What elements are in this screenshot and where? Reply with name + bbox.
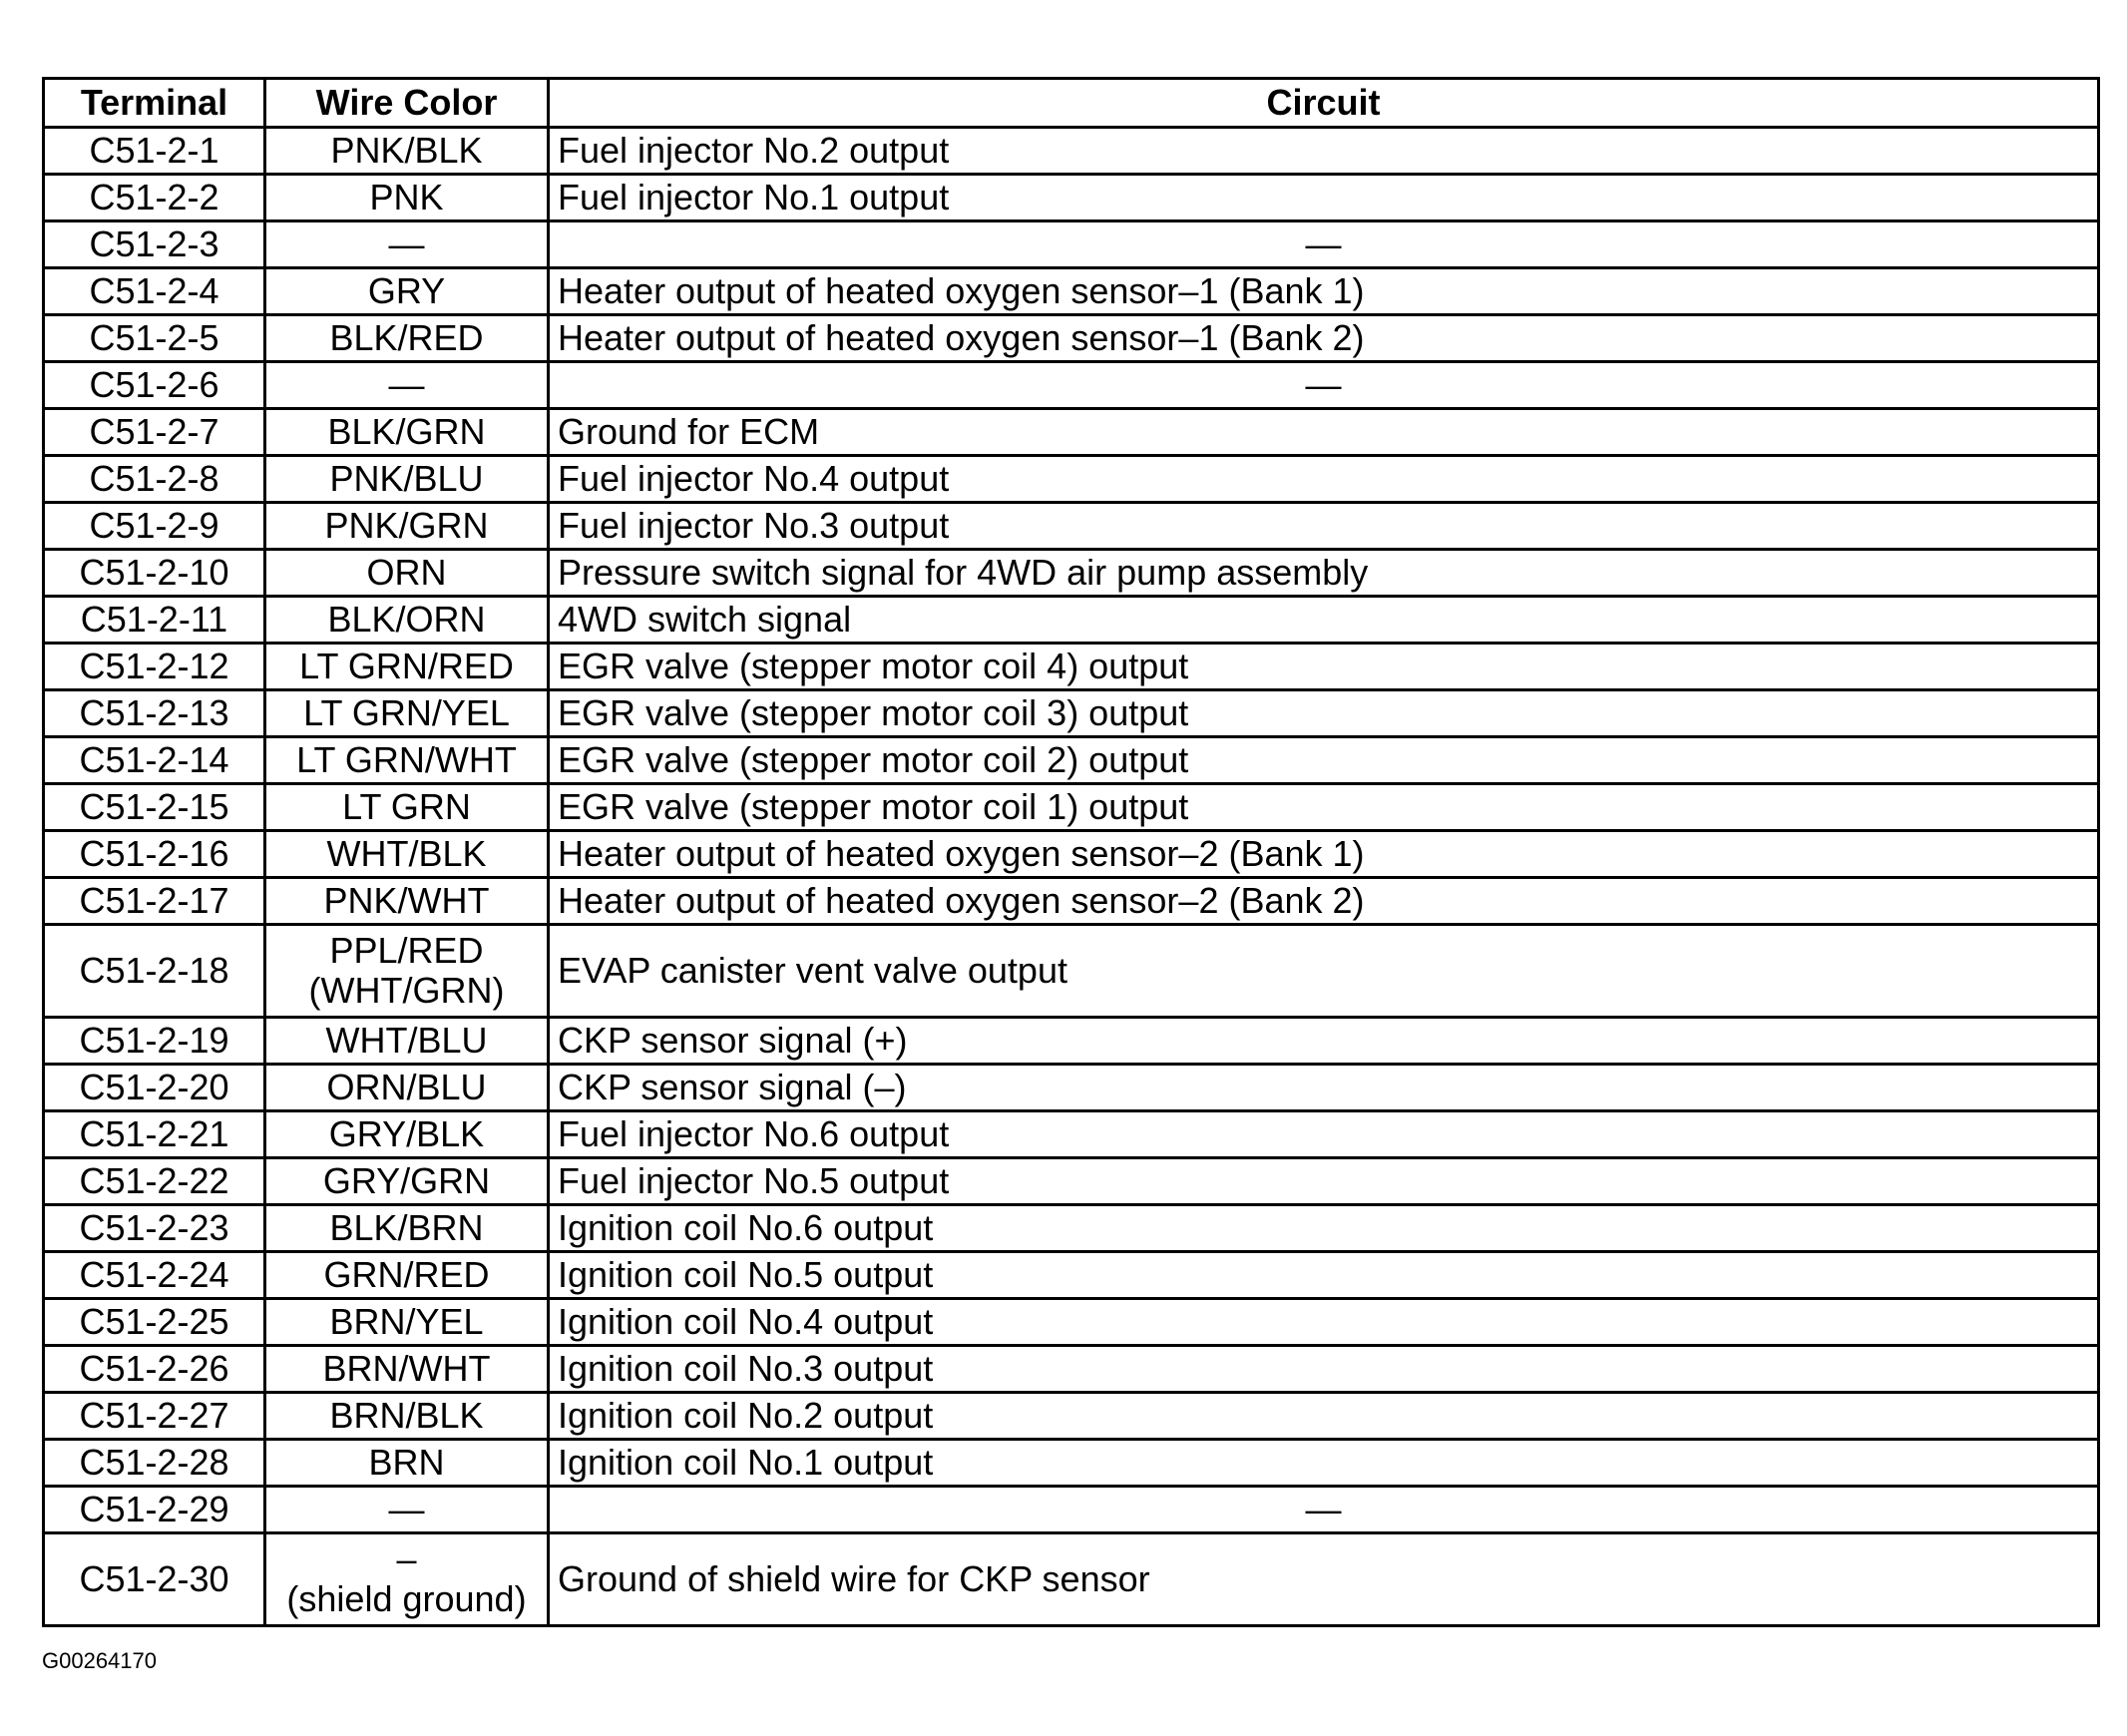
- terminal-cell: C51-2-30: [44, 1533, 265, 1626]
- circuit-cell: Fuel injector No.5 output: [549, 1158, 2099, 1205]
- table-row: [44, 221, 2099, 268]
- terminal-cell: C51-2-22: [44, 1158, 265, 1205]
- table-row: [44, 1065, 2099, 1111]
- wire-color-cell: [265, 550, 549, 597]
- table-row: [44, 1487, 2099, 1533]
- circuit-cell: Fuel injector No.6 output: [549, 1111, 2099, 1158]
- circuit-cell: CKP sensor signal (+): [549, 1018, 2099, 1065]
- wire-color-cell: [265, 1252, 549, 1299]
- table-row: [44, 1205, 2099, 1252]
- table-row: [44, 784, 2099, 831]
- table-row: [44, 1299, 2099, 1346]
- terminal-cell: C51-2-1: [44, 128, 265, 175]
- terminal-cell: C51-2-4: [44, 268, 265, 315]
- circuit-cell: Pressure switch signal for 4WD air pump assembly: [549, 550, 2099, 597]
- table-row: [44, 362, 2099, 409]
- wire-color-text: BLK/ORN: [327, 599, 486, 640]
- terminal-cell: C51-2-8: [44, 456, 265, 503]
- wire-color-text: PNK/WHT: [323, 880, 490, 921]
- table-row: [44, 550, 2099, 597]
- wire-color-text: –: [396, 1538, 417, 1579]
- terminal-cell: C51-2-29: [44, 1487, 265, 1533]
- table-body: [44, 128, 2099, 1626]
- wire-color-text: LT GRN/RED: [299, 646, 514, 686]
- wire-color-cell: [265, 1440, 549, 1487]
- table-row: [44, 690, 2099, 737]
- wire-color-text: PNK: [369, 177, 444, 217]
- terminal-cell: C51-2-5: [44, 315, 265, 362]
- wire-color-cell: [265, 644, 549, 690]
- circuit-cell: Fuel injector No.4 output: [549, 456, 2099, 503]
- circuit-cell: Heater output of heated oxygen sensor–2 (Bank 1): [549, 831, 2099, 878]
- wire-color-text: GRY/BLK: [328, 1113, 485, 1154]
- table-row: [44, 831, 2099, 878]
- wire-color-text: GRY: [367, 270, 446, 311]
- wire-color-cell: [265, 1346, 549, 1393]
- circuit-cell: Heater output of heated oxygen sensor–1 (Bank 1): [549, 268, 2099, 315]
- wire-color-text: GRY/GRN: [322, 1160, 491, 1201]
- circuit-cell: EGR valve (stepper motor coil 3) output: [549, 690, 2099, 737]
- wire-color-cell: [265, 878, 549, 925]
- terminal-cell: C51-2-14: [44, 737, 265, 784]
- wire-color-cell: [265, 221, 549, 268]
- table-row: [44, 1393, 2099, 1440]
- circuit-cell: EGR valve (stepper motor coil 1) output: [549, 784, 2099, 831]
- circuit-cell: —: [549, 362, 2099, 409]
- circuit-cell: EGR valve (stepper motor coil 4) output: [549, 644, 2099, 690]
- wire-color-cell: [265, 1111, 549, 1158]
- wire-color-cell: [265, 409, 549, 456]
- terminal-cell: C51-2-19: [44, 1018, 265, 1065]
- wire-color-cell: [265, 362, 549, 409]
- table-row: [44, 175, 2099, 221]
- terminal-cell: C51-2-7: [44, 409, 265, 456]
- wire-color-text-secondary: (WHT/GRN): [308, 970, 505, 1011]
- table-row: [44, 597, 2099, 644]
- table-row: [44, 1533, 2099, 1626]
- circuit-cell: —: [549, 1487, 2099, 1533]
- terminal-cell: C51-2-20: [44, 1065, 265, 1111]
- wire-color-text: BRN/BLK: [329, 1395, 484, 1436]
- table-header-row: [44, 79, 2099, 128]
- wire-color-text: —: [388, 1489, 425, 1529]
- table-row: [44, 925, 2099, 1018]
- terminal-table: [42, 77, 2100, 1627]
- circuit-cell: —: [549, 221, 2099, 268]
- circuit-cell: Ignition coil No.5 output: [549, 1252, 2099, 1299]
- terminal-cell: C51-2-23: [44, 1205, 265, 1252]
- terminal-cell: C51-2-21: [44, 1111, 265, 1158]
- terminal-cell: C51-2-18: [44, 925, 265, 1018]
- wire-color-cell: [265, 1393, 549, 1440]
- wire-color-cell: [265, 1299, 549, 1346]
- terminal-cell: C51-2-6: [44, 362, 265, 409]
- wire-color-text: BRN/WHT: [322, 1348, 491, 1389]
- wire-color-text: PNK/BLK: [330, 130, 483, 171]
- terminal-cell: C51-2-3: [44, 221, 265, 268]
- circuit-cell: Heater output of heated oxygen sensor–1 (Bank 2): [549, 315, 2099, 362]
- terminal-cell: C51-2-2: [44, 175, 265, 221]
- wire-color-text: BRN/YEL: [329, 1301, 484, 1342]
- wire-color-text: BRN: [368, 1442, 445, 1483]
- circuit-cell: Ground for ECM: [549, 409, 2099, 456]
- wire-color-text: ORN: [366, 552, 447, 593]
- terminal-cell: C51-2-17: [44, 878, 265, 925]
- terminal-cell: C51-2-12: [44, 644, 265, 690]
- wire-color-cell: [265, 1158, 549, 1205]
- wire-color-cell: [265, 456, 549, 503]
- terminal-cell: C51-2-25: [44, 1299, 265, 1346]
- terminal-cell: C51-2-9: [44, 503, 265, 550]
- circuit-cell: CKP sensor signal (–): [549, 1065, 2099, 1111]
- terminal-cell: C51-2-27: [44, 1393, 265, 1440]
- wire-color-text: BLK/BRN: [329, 1207, 484, 1248]
- wire-color-text: LT GRN/WHT: [296, 739, 517, 780]
- table-row: [44, 503, 2099, 550]
- table-row: [44, 409, 2099, 456]
- circuit-cell: Ignition coil No.2 output: [549, 1393, 2099, 1440]
- table-row: [44, 1252, 2099, 1299]
- wire-color-cell: [265, 690, 549, 737]
- circuit-cell: Ground of shield wire for CKP sensor: [549, 1533, 2099, 1626]
- wire-color-cell: [265, 597, 549, 644]
- wire-color-cell: [265, 737, 549, 784]
- wire-color-text: —: [388, 364, 425, 405]
- wire-color-text: GRN/RED: [323, 1254, 490, 1295]
- table-row: [44, 315, 2099, 362]
- table-row: [44, 644, 2099, 690]
- wire-color-cell: [265, 1065, 549, 1111]
- wire-color-cell: [265, 503, 549, 550]
- wire-color-text-secondary: (shield ground): [286, 1578, 527, 1619]
- circuit-cell: EVAP canister vent valve output: [549, 925, 2099, 1018]
- wire-color-text: PPL/RED: [329, 930, 484, 971]
- wire-color-cell: [265, 1533, 549, 1626]
- table-row: [44, 737, 2099, 784]
- wire-color-text: BLK/RED: [329, 317, 484, 358]
- circuit-cell: 4WD switch signal: [549, 597, 2099, 644]
- table-row: [44, 128, 2099, 175]
- table-row: [44, 1346, 2099, 1393]
- table-row: [44, 1111, 2099, 1158]
- wire-color-cell: [265, 784, 549, 831]
- wire-color-text: LT GRN: [342, 786, 471, 827]
- circuit-cell: Ignition coil No.4 output: [549, 1299, 2099, 1346]
- wire-color-text: BLK/GRN: [327, 411, 486, 452]
- wire-color-cell: [265, 315, 549, 362]
- table-row: [44, 1440, 2099, 1487]
- terminal-cell: C51-2-11: [44, 597, 265, 644]
- table-row: [44, 456, 2099, 503]
- wire-color-cell: [265, 268, 549, 315]
- circuit-cell: Ignition coil No.6 output: [549, 1205, 2099, 1252]
- header-circuit: Circuit: [549, 79, 2099, 128]
- circuit-cell: Fuel injector No.1 output: [549, 175, 2099, 221]
- table-row: [44, 878, 2099, 925]
- wire-color-cell: [265, 1487, 549, 1533]
- wire-color-text: PNK/BLU: [329, 458, 484, 499]
- terminal-cell: C51-2-24: [44, 1252, 265, 1299]
- terminal-cell: C51-2-10: [44, 550, 265, 597]
- circuit-cell: Fuel injector No.2 output: [549, 128, 2099, 175]
- circuit-cell: Ignition coil No.3 output: [549, 1346, 2099, 1393]
- terminal-cell: C51-2-16: [44, 831, 265, 878]
- terminal-cell: C51-2-28: [44, 1440, 265, 1487]
- terminal-cell: C51-2-15: [44, 784, 265, 831]
- wire-color-text: —: [388, 223, 425, 264]
- wire-color-cell: [265, 1205, 549, 1252]
- circuit-cell: Ignition coil No.1 output: [549, 1440, 2099, 1487]
- wire-color-cell: [265, 1018, 549, 1065]
- wire-color-text: PNK/GRN: [324, 505, 489, 546]
- figure-id: G00264170: [42, 1648, 157, 1673]
- table-row: [44, 1018, 2099, 1065]
- terminal-cell: C51-2-13: [44, 690, 265, 737]
- circuit-cell: Fuel injector No.3 output: [549, 503, 2099, 550]
- wire-color-cell: [265, 831, 549, 878]
- wire-color-text: WHT/BLK: [326, 833, 487, 874]
- terminal-cell: C51-2-26: [44, 1346, 265, 1393]
- wire-color-text: WHT/BLU: [325, 1020, 488, 1061]
- header-terminal: Terminal: [44, 79, 265, 128]
- circuit-cell: EGR valve (stepper motor coil 2) output: [549, 737, 2099, 784]
- wire-color-cell: [265, 128, 549, 175]
- table-row: [44, 1158, 2099, 1205]
- wire-color-text: LT GRN/YEL: [303, 692, 510, 733]
- wire-color-cell: [265, 925, 549, 1018]
- header-wire-color: Wire Color: [265, 79, 549, 128]
- wire-color-cell: [265, 175, 549, 221]
- circuit-cell: Heater output of heated oxygen sensor–2 (Bank 2): [549, 878, 2099, 925]
- wire-color-text: ORN/BLU: [326, 1067, 487, 1107]
- table-row: [44, 268, 2099, 315]
